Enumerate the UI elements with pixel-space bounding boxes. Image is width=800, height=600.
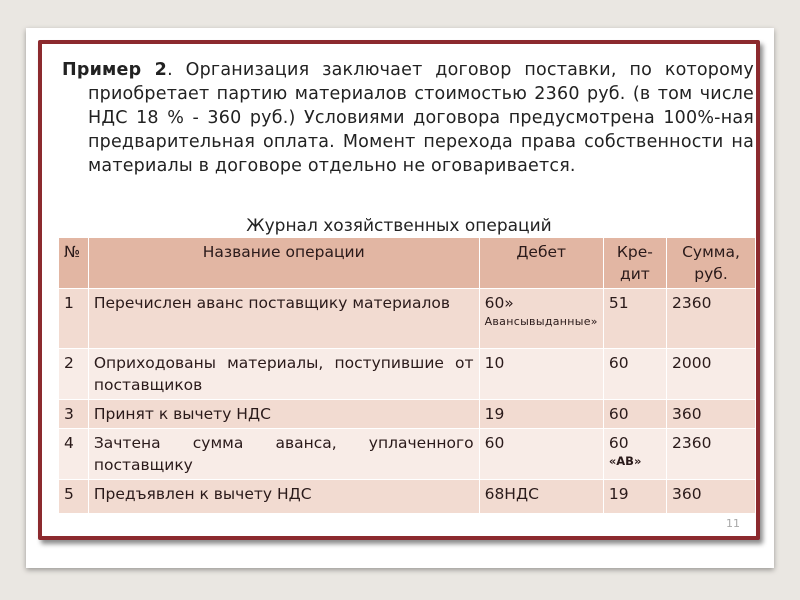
row-num: 3	[59, 400, 89, 429]
row-debit: 60	[479, 429, 603, 480]
row-sum: 360	[667, 480, 756, 514]
row-credit: 60	[603, 400, 666, 429]
example-label: Пример 2	[62, 60, 168, 80]
row-debit: 10	[479, 349, 603, 400]
header-num: №	[59, 238, 89, 289]
row-num: 5	[59, 480, 89, 514]
row-sum: 2000	[667, 349, 756, 400]
row-sum: 360	[667, 400, 756, 429]
header-credit: Кре-дит	[603, 238, 666, 289]
header-sum: Сумма, руб.	[667, 238, 756, 289]
row-sum: 2360	[667, 289, 756, 349]
page-number: 11	[726, 517, 740, 530]
row-credit-note: «АВ»	[608, 454, 642, 468]
header-name: Название операции	[88, 238, 479, 289]
row-num: 1	[59, 289, 89, 349]
row-credit: 19	[603, 480, 666, 514]
row-num: 4	[59, 429, 89, 480]
table-row	[59, 349, 756, 400]
content-frame	[38, 40, 760, 540]
problem-paragraph	[62, 58, 754, 178]
row-credit: 51	[603, 289, 666, 349]
journal-title: Журнал хозяйственных операций	[246, 216, 552, 236]
row-operation-name: Предъявлен к вычету НДС	[88, 480, 479, 514]
slide	[26, 28, 774, 568]
table-header-row	[59, 238, 756, 289]
row-operation-name: Оприходованы материалы, поступившие от поставщиков	[88, 349, 479, 400]
table-row	[59, 400, 756, 429]
row-operation-name: Зачтена сумма аванса, уплаченного поставщику	[88, 429, 479, 480]
row-credit	[603, 429, 666, 480]
row-sum: 2360	[667, 429, 756, 480]
row-operation-name: Принят к вычету НДС	[88, 400, 479, 429]
operations-table	[58, 237, 756, 514]
problem-text	[62, 58, 754, 178]
problem-body: . Организация заключает договор поставки, по которому приобретает партию материалов стоимостью 2360 руб. (в том числе НДС 18 % - 360 руб.) Условиями договора предусмотрена 100%-ная предварительная оплата. Момент перехода права собственности на материалы в договоре отдельно не оговаривается.	[88, 60, 754, 176]
row-debit-note: Авансывыданные»	[484, 315, 598, 328]
header-debit: Дебет	[479, 238, 603, 289]
table-row	[59, 289, 756, 349]
row-operation-name: Перечислен аванс поставщику материалов	[88, 289, 479, 349]
table-row	[59, 429, 756, 480]
row-credit: 60	[603, 349, 666, 400]
row-credit-account: 60	[608, 434, 629, 452]
row-num: 2	[59, 349, 89, 400]
row-debit	[479, 289, 603, 349]
row-debit-account: 60»	[484, 294, 514, 312]
row-debit: 19	[479, 400, 603, 429]
table-row	[59, 480, 756, 514]
row-debit: 68НДС	[479, 480, 603, 514]
